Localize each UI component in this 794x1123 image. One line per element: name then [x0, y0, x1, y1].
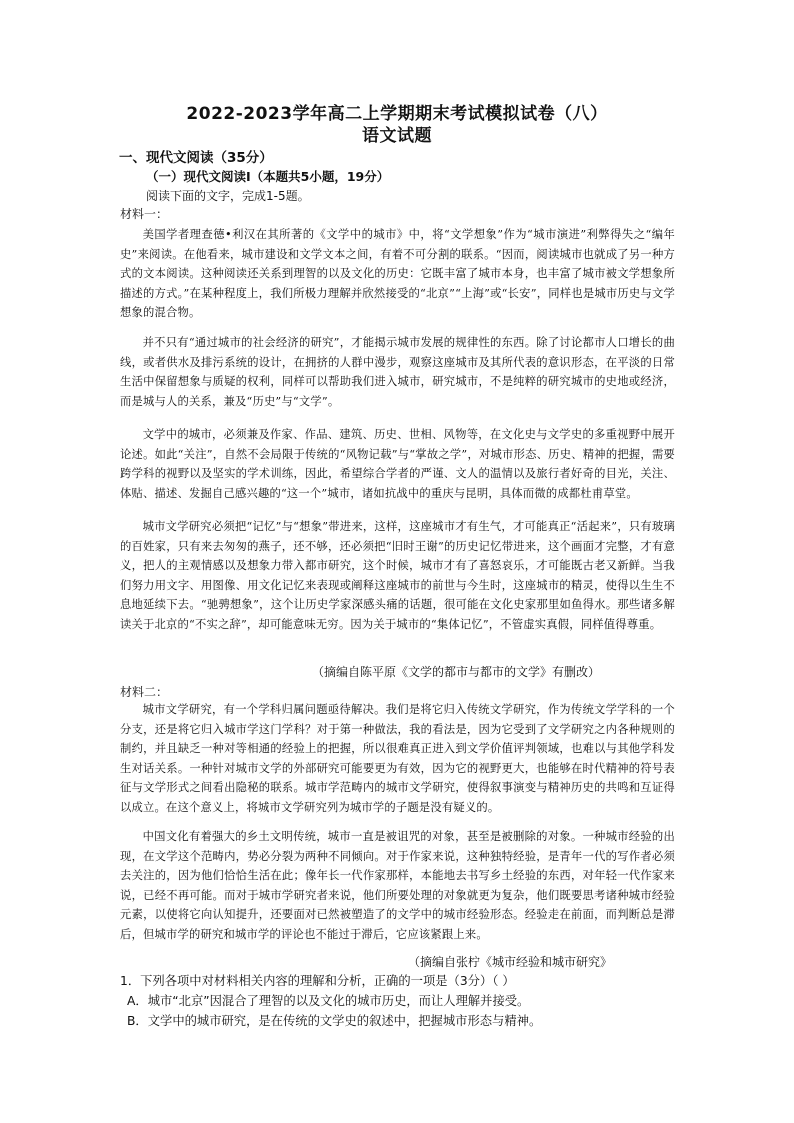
subsection-heading: （一）现代文阅读Ⅰ（本题共5小题，19分）: [146, 169, 390, 184]
material1-source: （摘编自陈平原《文学的都市与都市的文学》有删改）: [312, 665, 601, 679]
material1-paragraph-1: 美国学者理查德•利汉在其所著的《文学中的城市》中，将“文学想象”作为“城市演进”利弊得失之“编年史”来阅读。在他看来，城市建设和文学文本之间，有着不可分割的联系。“因而，阅读城市也就成了另一种方式的文本阅读。这种阅读还关系到理智的以及文化的历史：它既丰富了城市本身，也丰富了城市被文学想象所描述的方式。”在某种程度上，我们所极力理解并欣然接受的“北京”“上海”或“长安”，同样也是城市历史与文学想象的混合物。: [120, 228, 675, 320]
material1-paragraph-4: 城市文学研究必须把“记忆”与“想象”带进来，这样，这座城市才有生气，才可能真正“活起来”，只有玻璃的百姓家，只有来去匆匆的燕子，还不够，还必须把“旧时王谢”的历史记忆带进来，这个画面才完整，才有意义，把人的主观情感以及想象力带入都市研究，这个时候，城市才有了喜怒哀乐，才可能既古老又新鲜。当我们努力用文字、用图像、用文化记忆来表现或阐释这座城市的前世与今生时，这座城市的精灵，使得以生生不息地延续下去。“驰骋想象”，这个让历史学家深感头痛的话题，很可能在文化史家那里如鱼得水。那些诸多解读关于北京的“不实之辞”，却可能意味无穷。因为关于城市的“集体记忆”，不管虚实真假，同样值得尊重。: [120, 520, 675, 631]
material1-paragraph-3: 文学中的城市，必须兼及作家、作品、建筑、历史、世相、风物等，在文化史与文学史的多重视野中展开论述。如此“关注”，自然不会局限于传统的“风物记载”与“掌故之学”，对城市形态、历史、精神的把握，需要跨学科的视野以及坚实的学术训练，因此，希望综合学者的严谨、文人的温情以及旅行者好奇的目光，关注、体贴、描述、发掘自己感兴趣的“这一个”城市，诸如抗战中的重庆与昆明，具体而微的成都杜甫草堂。: [120, 428, 675, 500]
question1-option-a: A．城市“北京”因混合了理智的以及文化的城市历史，而让人理解并接受。: [127, 994, 530, 1008]
material2-paragraph-1: 城市文学研究，有一个学科归属问题亟待解决。我们是将它归入传统文学研究，作为传统文学学科的一个分支，还是将它归入城市学这门学科？对于第一种做法，我的看法是，因为它受到了文学研究之内各种规则的制约，并且缺乏一种对等相通的经验上的把握，所以很难真正进入到文学价值评判领域，也难以与其他学科发生对话关系。一种针对城市文学的外部研究可能要更为有效，因为它的视野更大，也能够在时代精神的符号表征与文学形式之间看出隐秘的联系。城市学范畴内的城市文学研究，使得叙事演变与精神历史的共鸣和互证得以成立。在这个意义上，将城市文学研究列为城市学的子题是没有疑义的。: [120, 703, 675, 814]
material2-paragraph-2: 中国文化有着强大的乡土文明传统，城市一直是被诅咒的对象，甚至是被删除的对象。一种城市经验的出现，在文学这个范畴内，势必分裂为两种不同倾向。对于作家来说，这种独特经验，是青年一代的写作者必须去关注的，因为他们恰恰生活在此；像年长一代作家那样，本能地去书写乡土经验的东西，对年轻一代作家来说，已经不再可能。而对于城市学研究者来说，他们所要处理的对象就更为复杂，他们既要思考诸种城市经验元素，以使将它向认知提升，还要面对已然被塑造了的文学中的城市经验形态。经验走在前面，而判断总是滞后，但城市学的研究和城市学的评论也不能过于滞后，它应该紧跟上来。: [120, 830, 675, 941]
material1-paragraph-2: 并不只有“通过城市的社会经济的研究”，才能揭示城市发展的规律性的东西。除了讨论都市人口增长的曲线，或者供水及排污系统的设计，在拥挤的人群中漫步，观察这座城市及其所代表的意识形态，在平淡的日常生活中保留想象与质疑的权利，同样可以帮助我们进入城市，研究城市，不是纯粹的研究城市的史地或经济，而是城与人的关系，兼及“历史”与“文学”。: [120, 336, 675, 408]
material1-label: 材料一：: [120, 207, 169, 221]
section-heading: 一、现代文阅读（35分）: [119, 150, 273, 166]
question1-option-b: B．文学中的城市研究，是在传统的文学史的叙述中，把握城市形态与精神。: [127, 1014, 542, 1028]
question1-stem: 1．下列各项中对材料相关内容的理解和分析，正确的一项是（3分）（ ）: [120, 974, 515, 988]
material2-label: 材料二：: [120, 685, 169, 699]
exam-title: 2022-2023学年高二上学期期末考试模拟试卷（八）: [186, 104, 608, 124]
material2-source: （摘编自张柠《城市经验和城市研究》: [408, 955, 613, 969]
exam-subtitle: 语文试题: [362, 126, 432, 146]
instruction-text: 阅读下面的文字，完成1-5题。: [146, 189, 310, 203]
